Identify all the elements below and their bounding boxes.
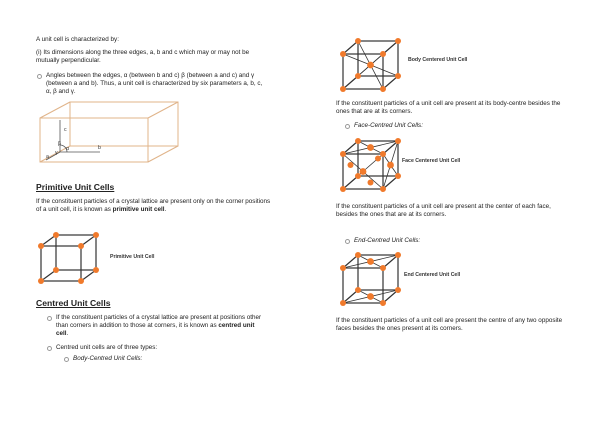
- primitive-cube-label: Primitive Unit Cell: [110, 254, 155, 260]
- label-beta: β: [58, 141, 61, 147]
- label-alpha: α: [66, 146, 69, 152]
- bcc-cube-label: Body Centered Unit Cell: [408, 57, 468, 63]
- centred-heading: Centred Unit Cells: [36, 298, 111, 308]
- label-a: a: [46, 154, 49, 160]
- fcc-cube-label: Face Centered Unit Cell: [402, 158, 461, 164]
- ecc-text: If the constituent particles of a unit cell are present the centre of any two opposite faces besides the ones present at its corners.: [336, 317, 563, 332]
- centred-point: If the constituent particles of a crystal lattice are present at positions other than corners in addition to those at corners, it is known as centred unit cell.: [56, 314, 268, 338]
- bullet-icon: [345, 124, 350, 129]
- dimension-point: (i) Its dimensions along the three edges, a, b and c which may or may not be mutually perpendicular.: [36, 49, 250, 64]
- label-b: b: [98, 145, 101, 151]
- fcc-item: Face-Centred Unit Cells:: [354, 122, 554, 130]
- label-c: c: [64, 127, 67, 133]
- intro-text: A unit cell is characterized by:: [36, 36, 119, 43]
- ecc-item: End-Centred Unit Cells:: [354, 237, 554, 245]
- centred-types-point: Centred unit cells are of three types:: [56, 344, 268, 352]
- ecc-cube-diagram: [340, 252, 402, 306]
- bullet-icon: [37, 74, 42, 79]
- angles-point: Angles between the edges, α (between b and c) β (between a and c) and γ (between a and b). Thus, a unit cell is characterized by six parameters a, b, c, α, β and γ.: [46, 72, 268, 96]
- bcc-item: Body-Centred Unit Cells:: [73, 355, 273, 363]
- primitive-cube-diagram: [38, 232, 100, 284]
- bullet-icon: [47, 346, 52, 351]
- fcc-text: If the constituent particles of a unit cell are present at the center of each face, besides the ones that are at its corners.: [336, 203, 551, 218]
- bullet-icon: [345, 239, 350, 244]
- bullet-icon: [47, 316, 52, 321]
- unit-cell-parameter-diagram: [38, 100, 188, 166]
- ecc-cube-label: End Centered Unit Cell: [404, 272, 461, 278]
- primitive-text: If the constituent particles of a crystal lattice are present only on the corner positions of a unit cell, it is known as primitive unit cell.: [36, 198, 271, 213]
- bullet-icon: [64, 357, 69, 362]
- label-gamma: γ: [55, 150, 58, 156]
- fcc-cube-diagram: [340, 138, 402, 192]
- primitive-heading: Primitive Unit Cells: [36, 182, 115, 192]
- bcc-text: If the constituent particles of a unit cell are present at its body-centre besides the ones that are at its corners.: [336, 100, 561, 115]
- bcc-cube-diagram: [340, 38, 402, 92]
